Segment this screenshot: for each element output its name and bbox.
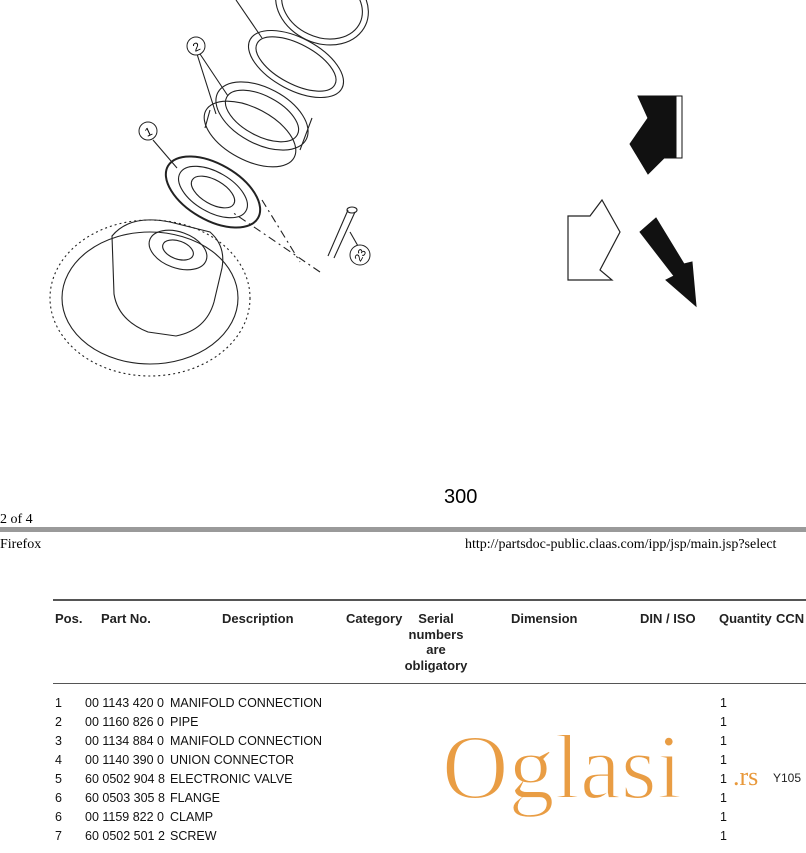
callout-1 xyxy=(139,122,157,140)
table-row-quantity: 1 xyxy=(720,810,727,824)
table-row-part-no: 60 0502 904 8 xyxy=(85,772,165,786)
table-row-part-no: 00 1159 822 0 xyxy=(85,810,165,824)
table-row-pos: 3 xyxy=(55,734,62,748)
page-separator xyxy=(0,527,806,532)
table-row-part-no: 00 1143 420 0 xyxy=(85,696,165,710)
table-row-quantity: 1 xyxy=(720,715,727,729)
col-header-category: Category xyxy=(346,611,403,626)
svg-text:23: 23 xyxy=(352,247,370,264)
table-row-pos: 1 xyxy=(55,696,62,710)
table-row-ccn: Y105 xyxy=(773,771,802,785)
arrow-down-icon xyxy=(640,218,696,306)
table-row-quantity: 1 xyxy=(720,791,727,805)
table-row-quantity: 1 xyxy=(720,753,727,767)
table-row-description: MANIFOLD CONNECTION xyxy=(170,696,323,710)
col-header-description: Description xyxy=(222,611,294,626)
table-row-pos: 6 xyxy=(55,810,62,824)
col-header-pos: Pos. xyxy=(55,611,83,626)
table-row-part-no: 00 1140 390 0 xyxy=(85,753,165,767)
differential-housing xyxy=(112,220,223,336)
page-url[interactable]: http://partsdoc-public.claas.com/ipp/jsp/main.jsp?select xyxy=(465,537,777,552)
table-row-part-no: 00 1160 826 0 xyxy=(85,715,165,729)
callout-2 xyxy=(187,37,205,55)
watermark-brand: Oglasi xyxy=(442,716,683,818)
ring-gear xyxy=(50,220,250,376)
arrow-left-icon xyxy=(568,200,620,280)
oglasi-watermark-logo xyxy=(440,712,740,822)
table-row-quantity: 1 xyxy=(720,829,727,843)
table-row-description: UNION CONNECTOR xyxy=(170,753,295,767)
table-top-rule xyxy=(53,599,806,601)
col-header-ccn: CCN xyxy=(776,611,805,626)
table-row-description: ELECTRONIC VALVE xyxy=(170,772,293,786)
table-row-description: MANIFOLD CONNECTION xyxy=(170,734,323,748)
table-row-quantity: 1 xyxy=(720,734,727,748)
bearing xyxy=(205,68,320,164)
table-row-pos: 7 xyxy=(55,829,62,843)
page-number: 300 xyxy=(444,486,478,508)
seal-ring-top xyxy=(262,0,381,60)
table-row-pos: 5 xyxy=(55,772,62,786)
browser-label: Firefox xyxy=(0,537,42,552)
table-row-part-no: 60 0502 501 2 xyxy=(85,829,165,843)
callout-23 xyxy=(350,245,370,265)
table-row-part-no: 60 0503 305 8 xyxy=(85,791,165,805)
table-header-rule xyxy=(53,683,806,684)
col-header-dimension: Dimension xyxy=(511,611,578,626)
table-row-description: CLAMP xyxy=(170,810,214,824)
seal-ring xyxy=(238,17,354,112)
table-row-description: SCREW xyxy=(170,829,217,843)
svg-text:2: 2 xyxy=(190,39,203,55)
watermark-suffix: .rs xyxy=(733,762,759,791)
table-row-part-no: 00 1134 884 0 xyxy=(85,734,165,748)
col-header-quantity: Quantity xyxy=(719,611,772,626)
col-header-part-no: Part No. xyxy=(101,611,151,626)
table-row-quantity: 1 xyxy=(720,772,727,786)
table-row-pos: 6 xyxy=(55,791,62,805)
arrow-up-icon xyxy=(630,96,682,174)
table-row-description: PIPE xyxy=(170,715,199,729)
table-row-pos: 4 xyxy=(55,753,62,767)
svg-text:1: 1 xyxy=(142,124,155,140)
col-header-din-iso: DIN / ISO xyxy=(640,611,696,626)
table-row-pos: 2 xyxy=(55,715,62,729)
col-header-serial: Serial numbers are obligatory xyxy=(404,611,468,673)
table-row-quantity: 1 xyxy=(720,696,727,710)
table-row-description: FLANGE xyxy=(170,791,221,805)
page-of-indicator: 2 of 4 xyxy=(0,512,33,527)
